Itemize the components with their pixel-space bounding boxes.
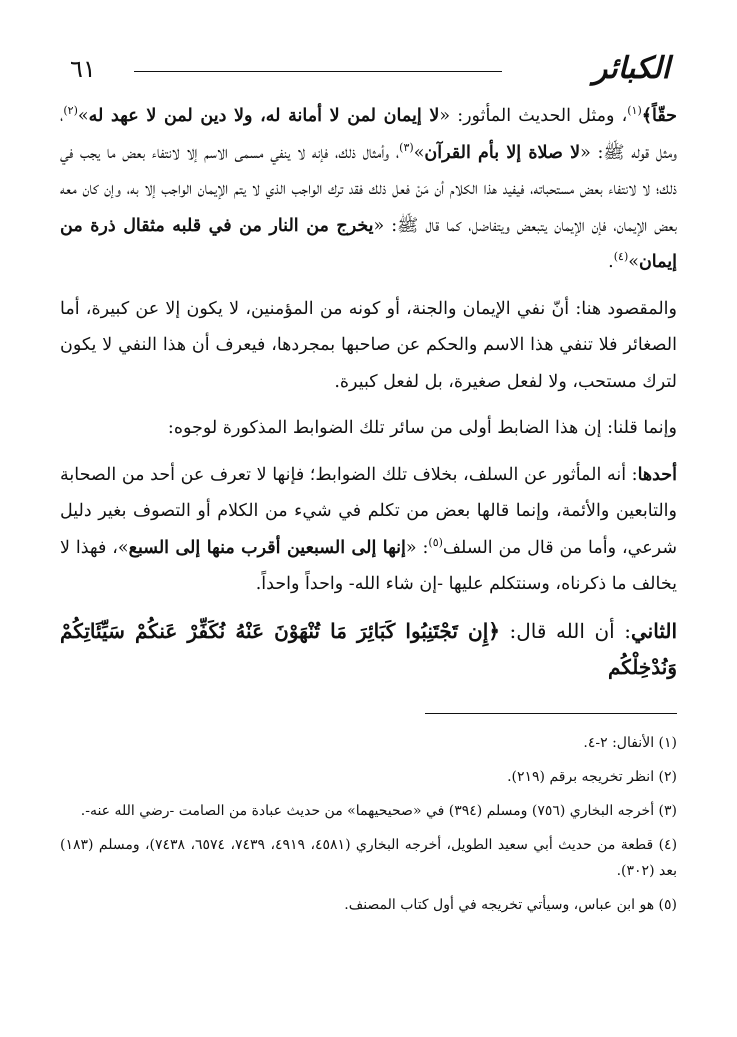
footnote-separator — [425, 713, 677, 714]
paragraph-2: والمقصود هنا: أنّ نفي الإيمان والجنة، أو كونه من المؤمنين، لا يكون إلا عن كبيرة، أما الصغائر فلا تنفي هذا الاسم والحكم عن صاحبها بمجردها، فيعرف أن هذا النفي لا يكون لترك مستحب، ولا لفعل صغيرة، بل لفعل كبيرة. — [60, 298, 677, 392]
page-number: ٦١ — [70, 55, 96, 83]
footnote-ref-3: (٣) — [399, 140, 414, 154]
text-span: »، فهذا لا يخالف ما ذكرناه، وسنتكلم عليها -إن شاء الله- واحداً واحداً. — [60, 537, 677, 594]
text-span: ، وأمثال ذلك، فإنه لا ينفي مسمى الاسم إلا لانتفاء بعض ما يجب في ذلك؛ لا لانتفاء بعض مستحباته، فيفيد هذا الكلام أن مَنْ فعل ذلك فقد ترك الواجب الذي لا يتم الإيمان الواجب إلا به، وإن كان معه بعض الإيمان، فإن الإيمان يتبعض ويتفاضل، كما قال ﷺ: « — [60, 142, 677, 236]
paragraph-4 — [60, 457, 677, 603]
text-span: » — [413, 142, 425, 163]
main-text — [60, 98, 677, 686]
footnote-5: (٥) هو ابن عباس، وسيأتي تخريجه في أول كتاب المصنف. — [344, 897, 677, 913]
footnote-ref-4: (٤) — [613, 250, 629, 264]
paragraph-3: وإنما قلنا: إن هذا الضابط أولى من سائر تلك الضوابط المذكورة لوجوه: — [167, 418, 677, 438]
footnote-ref-1: (١) — [627, 104, 642, 118]
footnote-2: (٢) انظر تخريجه برقم (٢١٩). — [507, 769, 677, 785]
athar-quote: إنها إلى السبعين أقرب منها إلى السبع — [128, 537, 406, 558]
footnote-4: (٤) قطعة من حديث أبي سعيد الطويل، أخرجه البخاري (٤٥٨١، ٤٩١٩، ٧٤٣٩، ٦٥٧٤، ٧٤٣٨)، ومسلم (١٨٣) بعد (٣٠٢). — [60, 837, 678, 879]
hadith-quote: يخرج من النار من في قلبه مثقال ذرة من إيمان — [60, 215, 677, 272]
paragraph-5 — [60, 613, 677, 686]
text-span: . — [608, 252, 614, 272]
book-title: الكبائر — [592, 51, 670, 86]
footnote-3: (٣) أخرجه البخاري (٧٥٦) ومسلم (٣٩٤) في «صحيحيهما» من حديث عبادة من الصامت -رضي الله عنه-. — [80, 803, 677, 819]
text-span: : « — [405, 537, 429, 558]
quran-verse: ﴿إِن تَجْتَنِبُوا كَبَائِرَ مَا تُنْهَوْنَ عَنْهُ نُكَفِّرْ عَنكُمْ سَيِّئَاتِكُمْ وَنُدْخِلْكُم — [60, 618, 677, 679]
point-label: الثاني — [630, 618, 677, 643]
footnotes — [60, 730, 677, 926]
footnote-1: (١) الأنفال: ٢-٤. — [583, 735, 677, 751]
hadith-quote: لا إيمان لمن لا أمانة له، ولا دين لمن لا عهد له — [88, 106, 440, 126]
text-span: : أنه المأثور عن السلف، بخلاف تلك الضوابط؛ فإنها لا تعرف عن أحد من الصحابة والتابعين والأئمة، وإنما قالها بعض من تكلم في شيء من الكلام أو التصوف بغير دليل شرعي، وأما من قال من السلف — [60, 464, 677, 558]
point-label: أحدها — [637, 464, 677, 485]
footnote-ref-2: (٢) — [63, 104, 78, 118]
header-rule — [134, 71, 502, 72]
text-span: ، ومثل قوله ﷺ: « — [60, 106, 677, 163]
text-span: : أن الله قال: — [499, 618, 631, 643]
quran-ending: حقّاً﴾ — [641, 106, 677, 126]
page-header — [70, 50, 670, 90]
footnote-ref-5: (٥) — [428, 535, 443, 549]
hadith-quote: لا صلاة إلا بأم القرآن — [424, 142, 581, 163]
text-span: ، ومثل الحديث المأثور: « — [439, 106, 628, 126]
paragraph-1 — [60, 98, 677, 281]
text-span: » — [77, 106, 89, 126]
text-span: » — [628, 252, 639, 272]
